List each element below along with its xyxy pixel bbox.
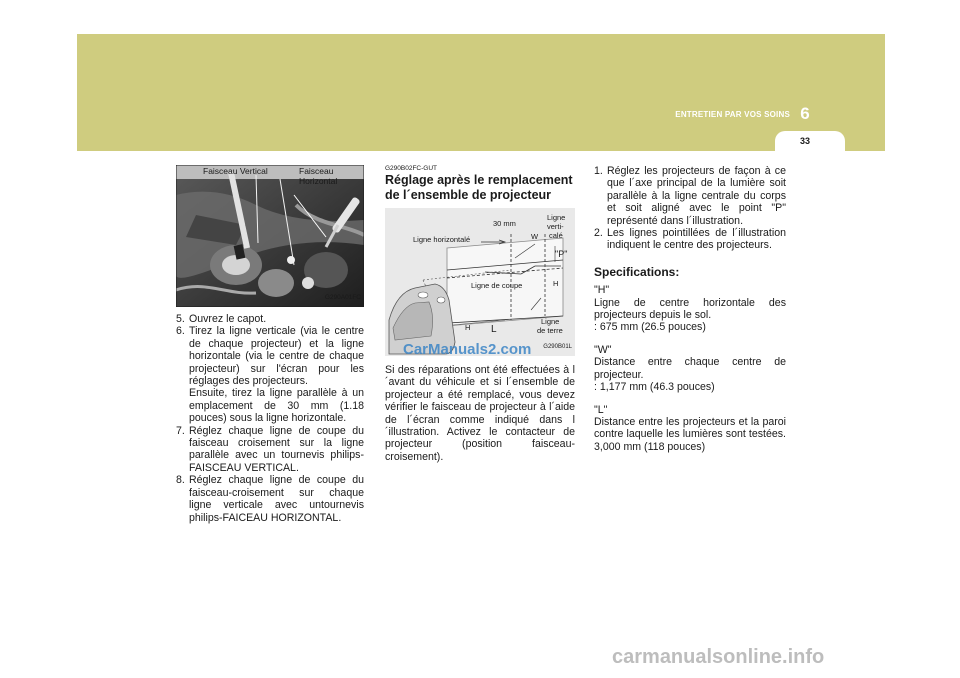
- spec-l: [594, 404, 786, 454]
- label-ligne-verticale-2: verti-: [547, 222, 564, 231]
- step-text: Réglez les projecteurs de façon à ce que l´axe principal de la lumière soit parallèle à la ligne centrale du corps et soit aligné avec le point "P" représenté dans l´illustration.: [607, 165, 786, 227]
- label-point-p: "P": [555, 249, 568, 259]
- step-number: 5.: [176, 313, 185, 325]
- chapter-number: 6: [800, 104, 810, 123]
- label-ligne-verticale-1: Ligne: [547, 213, 566, 222]
- chapter-title: ENTRETIEN PAR VOS SOINS: [675, 110, 790, 119]
- section-code: G290B02FC-GUT: [385, 165, 438, 172]
- step-number: 2.: [594, 227, 603, 240]
- step-number: 8.: [176, 474, 185, 487]
- list-item: [176, 325, 364, 387]
- photo-reference-code: G290A01FC: [324, 293, 361, 301]
- step-text: Réglez chaque ligne de coupe du faisceau croisement sur la ligne parallèle avec un tournevis philips-FAISCEAU VERTICAL.: [189, 424, 364, 474]
- list-item: [176, 313, 364, 325]
- step-number: 7.: [176, 424, 185, 437]
- spec-h: [594, 284, 786, 334]
- label-h-left: H: [465, 323, 471, 332]
- spec-description: Distance entre chaque centre de projecteur.: [594, 356, 786, 381]
- page-number: 33: [799, 136, 810, 146]
- step-number: 6.: [176, 325, 185, 338]
- list-item: [594, 165, 786, 227]
- left-steps-list: [176, 313, 364, 524]
- intro-paragraph: Si des réparations ont été effectuées à l´avant du véhicule et si l´ensemble de projecteur a été remplacé, vous devez vérifier le faisceau de projecteur à l´aide de l´écran comme indiqué dans l´illustration. Activez le contacteur de projecteur (position faisceau-croisement).: [385, 364, 575, 463]
- step-text: Tirez la ligne verticale (via le centre de chaque projecteur) et la ligne horizontale (via le centre de chaque projecteur) sur l'écran pour les réglages des projecteurs.: [189, 325, 364, 388]
- label-ligne-horizontale: Ligne horizontalé: [413, 235, 471, 244]
- engine-photo: [176, 165, 364, 307]
- right-steps-list: [594, 165, 786, 252]
- spec-key: "L": [594, 403, 608, 416]
- label-h-right: H: [553, 279, 559, 288]
- label-ligne-de-coupe: Ligne de coupe: [471, 281, 523, 290]
- spec-description: Distance entre les projecteurs et la paroi contre laquelle les lumières sont testées. 3,000 mm (118 pouces): [594, 415, 786, 453]
- watermark-carmanualsonline: carmanualsonline.info: [612, 646, 825, 668]
- label-ligne-verticale-3: calé: [549, 231, 563, 240]
- spec-key: "H": [594, 284, 610, 297]
- label-faisceau-horizontal-line1: Faisceau: [299, 166, 334, 176]
- spec-description: Ligne de centre horizontale des projecteurs depuis le sol.: [594, 296, 786, 322]
- label-ligne-de-terre-2: de terre: [537, 326, 563, 335]
- watermark-carmanuals2: CarManuals2.com: [403, 341, 532, 358]
- specifications-heading: Specifications:: [594, 264, 680, 279]
- list-item: [594, 227, 786, 252]
- label-faisceau-vertical: Faisceau Vertical: [203, 166, 268, 176]
- chapter-header-band: [77, 34, 885, 151]
- diagram-reference-code: G290B01L: [543, 343, 572, 350]
- step-number: 1.: [594, 165, 603, 177]
- label-w: W: [531, 232, 539, 241]
- headlight-aiming-diagram: [385, 208, 575, 356]
- spec-key: "W": [594, 343, 612, 356]
- label-30mm: 30 mm: [493, 219, 516, 228]
- section-title: Réglage après le remplacement de l´ensemble de projecteur: [385, 173, 573, 202]
- label-l: L: [491, 324, 497, 335]
- step-text: Ensuite, tirez la ligne parallèle à un emplacement de 30 mm (1.18 pouces) sous la ligne horizontale.: [189, 387, 364, 425]
- top-margin: [0, 0, 960, 34]
- list-item: [176, 425, 364, 475]
- step-text: Les lignes pointillées de l´illustration indiquent le centre des projecteurs.: [607, 227, 786, 252]
- list-item: [176, 474, 364, 524]
- spec-value: : 675 mm (26.5 pouces): [594, 321, 706, 334]
- spec-value: : 1,177 mm (46.3 pouces): [594, 381, 715, 394]
- spec-w: [594, 344, 786, 394]
- left-column: [176, 165, 364, 524]
- step-text: Ouvrez le capot.: [189, 313, 267, 325]
- list-item: [176, 387, 364, 424]
- label-ligne-de-terre-1: Ligne: [541, 317, 560, 326]
- label-faisceau-horizontal-line2: Horizontal: [299, 176, 338, 186]
- middle-column: [385, 165, 575, 463]
- step-text: Réglez chaque ligne de coupe du faisceau-croisement sur chaque ligne verticale avec untournevis philips-FAICEAU HORIZONTAL.: [189, 474, 364, 524]
- right-column: [594, 165, 786, 463]
